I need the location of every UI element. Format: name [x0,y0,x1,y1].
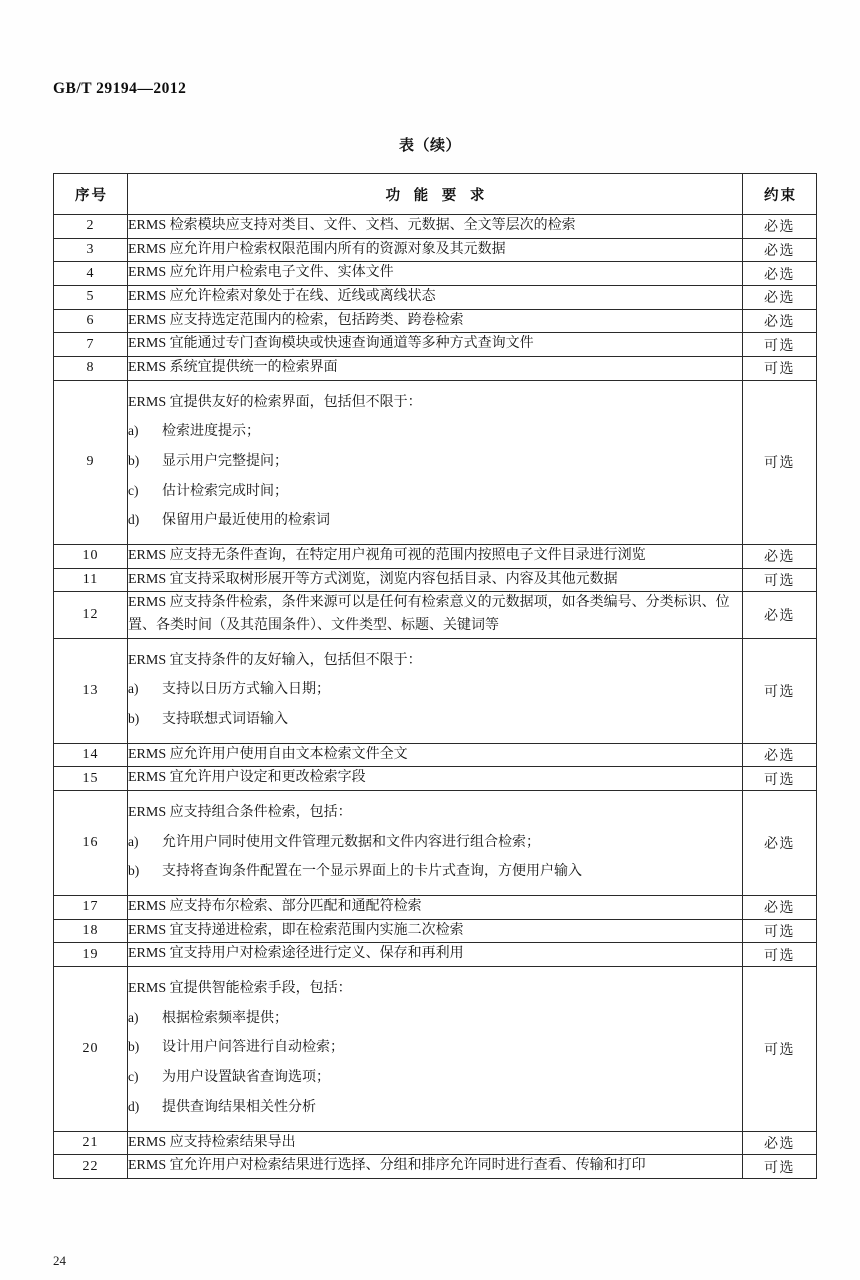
subitem-marker: b) [128,1039,140,1055]
subitem-text: 支持以日历方式输入日期； [162,682,330,698]
cell-no: 20 [54,967,128,1131]
subitem-text: 估计检索完成时间； [162,483,288,499]
requirement-subitem [128,860,742,884]
subitem-text: 根据检索频率提供； [162,1010,288,1026]
cell-requirement [128,380,743,544]
requirements-table [53,173,817,1179]
requirement-text: ERMS 应支持选定范围内的检索，包括跨类、跨卷检索 [128,312,464,328]
subitem-marker: a) [128,1009,139,1025]
cell-no: 4 [54,262,128,286]
cell-requirement [128,896,743,920]
requirement-text: ERMS 应允许用户检索电子文件、实体文件 [128,265,394,281]
cell-no: 7 [54,333,128,357]
cell-no: 12 [54,592,128,638]
cell-requirement [128,919,743,943]
column-header-constraint: 约束 [743,174,817,215]
subitem-marker: b) [128,863,140,879]
cell-constraint: 必选 [743,592,817,638]
cell-constraint: 可选 [743,943,817,967]
table-header [54,174,817,215]
requirement-subitem [128,678,742,702]
cell-constraint: 必选 [743,215,817,239]
requirement-subitem [128,1066,742,1090]
table-row [54,545,817,569]
requirement-text: ERMS 宜允许用户对检索结果进行选择、分组和排序允许同时进行查看、传输和打印 [128,1158,646,1174]
requirement-text: ERMS 检索模块应支持对类目、文件、文档、元数据、全文等层次的检索 [128,218,576,233]
cell-requirement [128,1131,743,1155]
requirement-text: ERMS 应允许用户使用自由文本检索文件全文 [128,746,408,762]
cell-no: 14 [54,743,128,767]
cell-constraint: 可选 [743,967,817,1131]
cell-no: 22 [54,1155,128,1179]
table-row [54,638,817,743]
requirement-text: ERMS 宜允许用户设定和更改检索字段 [128,770,366,786]
cell-constraint: 可选 [743,333,817,357]
table-body [54,215,817,1179]
cell-no: 3 [54,238,128,262]
cell-no: 8 [54,357,128,381]
cell-no: 6 [54,309,128,333]
table-row [54,896,817,920]
table-caption: 表（续） [398,138,461,154]
subitem-marker: d) [128,512,140,528]
requirement-text: ERMS 宜能通过专门查询模块或快速查询通道等多种方式查询文件 [128,336,534,352]
cell-requirement [128,791,743,896]
table-row [54,380,817,544]
subitem-marker: d) [128,1098,140,1114]
table-row [54,943,817,967]
table-row [54,309,817,333]
requirement-subitem [128,1096,742,1120]
cell-no: 13 [54,638,128,743]
requirement-text: ERMS 宜支持递进检索，即在检索范围内实施二次检索 [128,922,464,938]
cell-requirement [128,262,743,286]
cell-no: 10 [54,545,128,569]
cell-constraint: 必选 [743,286,817,310]
table-row [54,333,817,357]
cell-constraint: 必选 [743,262,817,286]
requirement-subitem [128,708,742,732]
cell-requirement [128,238,743,262]
subitem-text: 提供查询结果相关性分析 [162,1099,316,1115]
cell-constraint: 可选 [743,357,817,381]
subitem-marker: c) [128,482,139,498]
requirement-text: ERMS 宜提供友好的检索界面，包括但不限于： [128,394,422,410]
cell-requirement [128,545,743,569]
requirement-sublist [128,678,742,731]
requirement-sublist [128,831,742,884]
table-header-row [54,174,817,215]
requirement-sublist [128,1007,742,1120]
standard-number-header: GB/T 29194—2012 [53,80,187,97]
subitem-text: 允许用户同时使用文件管理元数据和文件内容进行组合检索； [162,834,540,850]
requirement-subitem [128,420,742,444]
table-row [54,592,817,638]
cell-constraint: 可选 [743,380,817,544]
cell-no: 17 [54,896,128,920]
requirement-text: ERMS 宜支持条件的友好输入，包括但不限于： [128,652,422,668]
requirement-text: ERMS 应支持检索结果导出 [128,1134,296,1150]
requirement-text: ERMS 应允许检索对象处于在线、近线或离线状态 [128,289,436,305]
requirement-subitem [128,831,742,855]
subitem-marker: a) [128,833,139,849]
cell-no: 21 [54,1131,128,1155]
requirement-text: ERMS 系统宜提供统一的检索界面 [128,360,338,376]
table-row [54,919,817,943]
table-row [54,743,817,767]
cell-no: 5 [54,286,128,310]
cell-requirement [128,967,743,1131]
table-row [54,357,817,381]
cell-constraint: 可选 [743,1155,817,1179]
requirement-text: ERMS 应支持布尔检索、部分匹配和通配符检索 [128,899,422,915]
cell-constraint: 可选 [743,638,817,743]
column-header-requirement: 功 能 要 求 [128,174,743,215]
cell-no: 15 [54,767,128,791]
cell-constraint: 必选 [743,545,817,569]
requirement-text: ERMS 宜提供智能检索手段，包括： [128,981,352,997]
requirement-subitem [128,450,742,474]
cell-constraint: 必选 [743,309,817,333]
cell-constraint: 必选 [743,238,817,262]
page-number: 24 [53,1253,66,1268]
subitem-marker: b) [128,453,140,469]
requirement-text: ERMS 应支持无条件查询，在特定用户视角可视的范围内按照电子文件目录进行浏览 [128,548,646,564]
table-row [54,767,817,791]
subitem-marker: a) [128,681,139,697]
table-row [54,791,817,896]
requirement-text: ERMS 应支持条件检索，条件来源可以是任何有检索意义的元数据项，如各类编号、分类标识、位置、各类时间（及其范围条件）、文件类型、标题、关键词等 [128,595,730,634]
subitem-text: 支持将查询条件配置在一个显示界面上的卡片式查询，方便用户输入 [162,864,582,880]
cell-constraint: 必选 [743,791,817,896]
cell-requirement [128,357,743,381]
requirement-text: ERMS 应允许用户检索权限范围内所有的资源对象及其元数据 [128,241,506,257]
table-row [54,262,817,286]
cell-requirement [128,286,743,310]
cell-requirement [128,743,743,767]
cell-requirement [128,592,743,638]
cell-requirement [128,568,743,592]
subitem-text: 检索进度提示； [162,424,260,440]
subitem-text: 支持联想式词语输入 [162,712,288,728]
requirement-subitem [128,1007,742,1031]
cell-requirement [128,309,743,333]
cell-constraint: 必选 [743,743,817,767]
cell-no: 9 [54,380,128,544]
cell-no: 19 [54,943,128,967]
cell-constraint: 可选 [743,767,817,791]
table-row [54,967,817,1131]
subitem-text: 保留用户最近使用的检索词 [162,513,330,529]
cell-constraint: 可选 [743,919,817,943]
subitem-text: 显示用户完整提问； [162,454,288,470]
cell-no: 16 [54,791,128,896]
requirement-text: ERMS 应支持组合条件检索，包括： [128,805,352,821]
cell-no: 2 [54,215,128,239]
cell-no: 11 [54,568,128,592]
table-row [54,238,817,262]
requirement-subitem [128,509,742,533]
cell-no: 18 [54,919,128,943]
cell-constraint: 可选 [743,568,817,592]
subitem-marker: a) [128,423,139,439]
subitem-text: 设计用户问答进行自动检索； [162,1040,344,1056]
requirement-subitem [128,480,742,504]
requirements-table-container [53,173,816,1179]
table-row [54,1155,817,1179]
requirement-sublist [128,420,742,533]
cell-requirement [128,943,743,967]
cell-requirement [128,333,743,357]
cell-constraint: 必选 [743,896,817,920]
requirement-text: ERMS 宜支持采取树形展开等方式浏览，浏览内容包括目录、内容及其他元数据 [128,571,618,587]
table-row [54,215,817,239]
scan-artifact [0,1264,860,1280]
cell-requirement [128,215,743,239]
subitem-text: 为用户设置缺省查询选项； [162,1070,330,1086]
requirement-text: ERMS 宜支持用户对检索途径进行定义、保存和再利用 [128,946,464,962]
cell-requirement [128,767,743,791]
cell-requirement [128,1155,743,1179]
subitem-marker: b) [128,711,140,727]
table-row [54,286,817,310]
column-header-no: 序号 [54,174,128,215]
cell-requirement [128,638,743,743]
table-row [54,1131,817,1155]
subitem-marker: c) [128,1069,139,1085]
table-row [54,568,817,592]
requirement-subitem [128,1036,742,1060]
cell-constraint: 必选 [743,1131,817,1155]
